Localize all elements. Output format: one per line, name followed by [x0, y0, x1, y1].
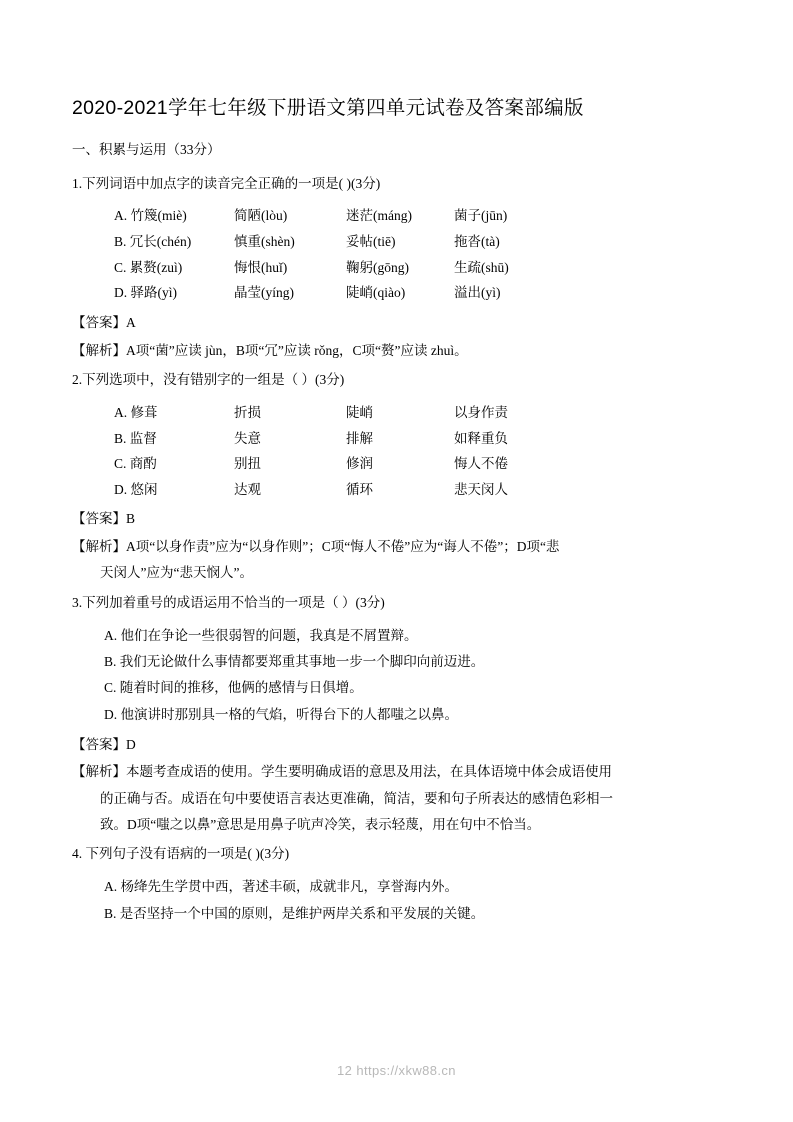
option-cell: 拖沓(tà) [454, 234, 500, 250]
option-cell: 简陋(lòu) [234, 208, 288, 224]
question-stem-3 [72, 593, 723, 614]
option-cell: 菌子(jūn) [454, 208, 508, 224]
option-row [72, 280, 723, 306]
option-cell: A. 修葺 [114, 404, 158, 420]
option-cell: C. 累赘(zuì) [114, 259, 183, 275]
explanation-line: 天闵人”应为“悲天悯人”。 [100, 565, 253, 581]
option-cell: 慎重(shèn) [234, 234, 295, 250]
option-cell: 晶莹(yíng) [234, 285, 294, 301]
option-line: B. 是否坚持一个中国的原则，是维护两岸关系和平发展的关键。 [104, 905, 485, 921]
option-row [72, 255, 723, 281]
option-row [72, 203, 723, 229]
option-row [72, 400, 723, 426]
section-heading: 一、积累与运用（33分） [72, 142, 221, 158]
question-number-3: 3. [72, 594, 83, 610]
option-cell: 修润 [346, 456, 373, 472]
option-cell: 别扭 [234, 456, 261, 472]
option-cell: 达观 [234, 481, 261, 497]
option-cell: C. 商酌 [114, 456, 157, 472]
page-title: 2020-2021学年七年级下册语文第四单元试卷及答案部编版 [72, 97, 584, 119]
option-cell: 折损 [234, 404, 261, 420]
question-number-2: 2. [72, 371, 83, 387]
option-cell: 以身作责 [454, 404, 508, 420]
explanation-line: 【解析】本题考查成语的使用。学生要明确成语的意思及用法，在具体语境中体会成语使用 [72, 764, 612, 780]
explanation-1: 【解析】A项“菌”应读 jùn，B项“冗”应读 rǒng，C项“赘”应读 zhuì。 [72, 342, 468, 358]
option-cell: 陡峭(qiào) [346, 285, 406, 301]
explanation-2 [72, 534, 723, 587]
option-row [72, 477, 723, 503]
option-cell: B. 冗长(chén) [114, 234, 192, 250]
option-cell: 鞠躬(gōng) [346, 259, 409, 275]
question-number-4: 4. [72, 846, 83, 862]
answer-1: 【答案】A [72, 315, 136, 331]
answer-2: 【答案】B [72, 511, 136, 527]
question-text-2: 下列选项中，没有错别字的一组是（ ）(3分) [82, 371, 345, 387]
option-cell: 悔恨(huǐ) [234, 259, 288, 275]
option-cell: 陡峭 [346, 404, 373, 420]
option-line: C. 随着时间的推移，他俩的感情与日俱增。 [104, 680, 363, 696]
question-number-1: 1. [72, 175, 83, 191]
explanation-3 [72, 759, 723, 838]
option-line: D. 他演讲时那别具一格的气焰，听得台下的人都嗤之以鼻。 [104, 706, 458, 722]
explanation-line: 致。D项“嗤之以鼻”意思是用鼻子吭声冷笑，表示轻蔑，用在句中不恰当。 [100, 817, 541, 833]
option-cell: 溢出(yì) [454, 285, 501, 301]
question-text-4: 下列句子没有语病的一项是( )(3分) [85, 846, 290, 862]
option-cell: 生疏(shū) [454, 259, 509, 275]
option-cell: 迷茫(máng) [346, 208, 412, 224]
watermark: 12 https://xkw88.cn [337, 1063, 456, 1078]
question-stem-4 [72, 844, 723, 865]
question-stem-2 [72, 370, 723, 391]
option-cell: 妥帖(tiē) [346, 234, 396, 250]
option-line: A. 他们在争论一些很弱智的问题，我真是不屑置辩。 [104, 627, 418, 643]
option-cell: D. 驿路(yì) [114, 285, 177, 301]
option-line: A. 杨绛先生学贯中西，著述丰硕，成就非凡，享誉海内外。 [104, 879, 458, 895]
option-cell: 悲天闵人 [454, 481, 508, 497]
answer-3: 【答案】D [72, 736, 136, 752]
option-cell: A. 竹篾(miè) [114, 208, 187, 224]
option-cell: 排解 [346, 430, 373, 446]
option-cell: 如释重负 [454, 430, 508, 446]
option-cell: 循环 [346, 481, 373, 497]
question-stem-1 [72, 174, 723, 195]
option-row [72, 426, 723, 452]
explanation-line: 的正确与否。成语在句中要使语言表达更准确，简洁，要和句子所表达的感情色彩相一 [100, 790, 613, 806]
option-cell: 失意 [234, 430, 261, 446]
question-text-1: 下列词语中加点字的读音完全正确的一项是( )(3分) [82, 175, 381, 191]
option-row [72, 451, 723, 477]
explanation-line: 【解析】A项“以身作责”应为“以身作则”；C项“悔人不倦”应为“诲人不倦”；D项“悲 [72, 539, 560, 555]
option-cell: B. 监督 [114, 430, 157, 446]
question-text-3: 下列加着重号的成语运用不恰当的一项是（ ）(3分) [82, 594, 385, 610]
option-line: B. 我们无论做什么事情都要郑重其事地一步一个脚印向前迈进。 [104, 653, 485, 669]
option-cell: D. 悠闲 [114, 481, 158, 497]
option-row [72, 229, 723, 255]
option-cell: 悔人不倦 [454, 456, 508, 472]
